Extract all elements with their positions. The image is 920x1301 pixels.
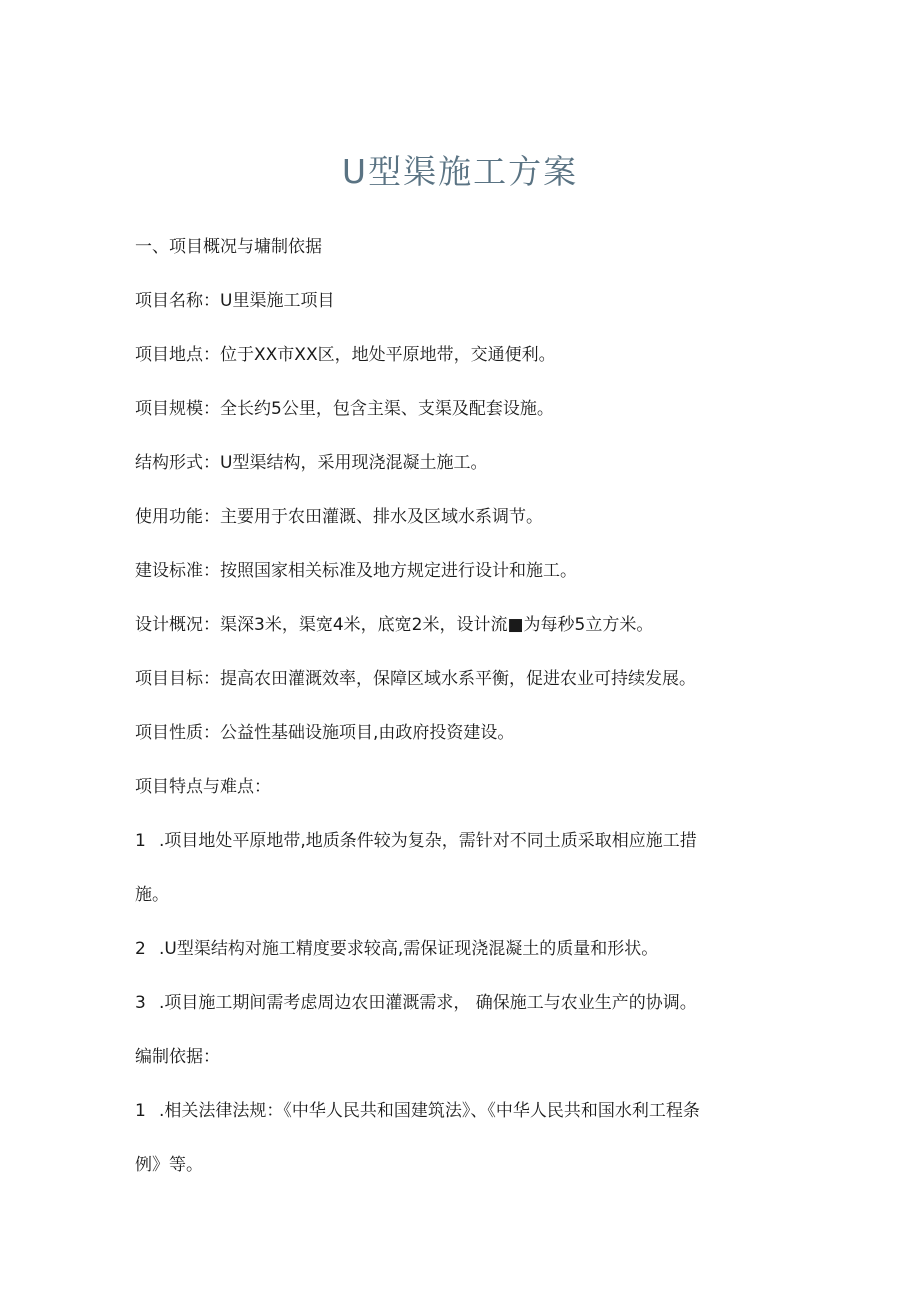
basis-heading: 编制依据： (135, 1047, 220, 1067)
overview-function: 使用功能：主要用于农田灌溉、排水及区域水系调节。 (135, 507, 543, 527)
basis-item-1-continuation: 例》等。 (135, 1155, 203, 1175)
overview-nature: 项目性质：公益性基础设施项目,由政府投资建设。 (135, 723, 515, 743)
feature-item-1-continuation: 施。 (135, 885, 169, 905)
list-number: 3 (135, 993, 146, 1013)
features-heading: 项目特点与难点： (135, 777, 271, 797)
list-text: .U型渠结构对施工精度要求较高,需保证现浇混凝土的质量和形状。 (159, 939, 659, 959)
overview-location: 项目地点：位于XX市XX区，地处平原地带，交通便利。 (135, 345, 556, 365)
feature-item-3 (135, 991, 697, 1015)
list-number: 2 (135, 939, 146, 959)
overview-standard: 建设标准：按照国家相关标准及地方规定进行设计和施工。 (135, 561, 577, 581)
list-text: .项目施工期间需考虑周边农田灌溉需求， 确保施工与农业生产的协调。 (159, 993, 697, 1013)
list-text: .相关法律法规：《中华人民共和国建筑法》、《中华人民共和国水利工程条 (159, 1101, 700, 1121)
overview-structure: 结构形式：U型渠结构，采用现浇混凝土施工。 (135, 453, 488, 473)
basis-item-1 (135, 1099, 700, 1123)
document-title: U型渠施工方案 (341, 152, 579, 191)
overview-design: 设计概况：渠深3米，渠宽4米，底宽2米，设计流■为每秒5立方米。 (135, 615, 654, 635)
feature-item-2 (135, 937, 658, 961)
feature-item-1 (135, 829, 697, 853)
overview-project-name: 项目名称：U里渠施工项目 (135, 291, 335, 311)
list-text: .项目地处平原地带,地质条件较为复杂，需针对不同土质采取相应施工措 (159, 831, 697, 851)
overview-goal: 项目目标：提高农田灌溉效率，保障区域水系平衡，促进农业可持续发展。 (135, 669, 696, 689)
section-heading: 一、项目概况与墉制依据 (135, 237, 322, 257)
list-number: 1 (135, 1101, 146, 1121)
overview-scale: 项目规模：全长约5公里，包含主渠、支渠及配套设施。 (135, 399, 554, 419)
list-number: 1 (135, 831, 146, 851)
